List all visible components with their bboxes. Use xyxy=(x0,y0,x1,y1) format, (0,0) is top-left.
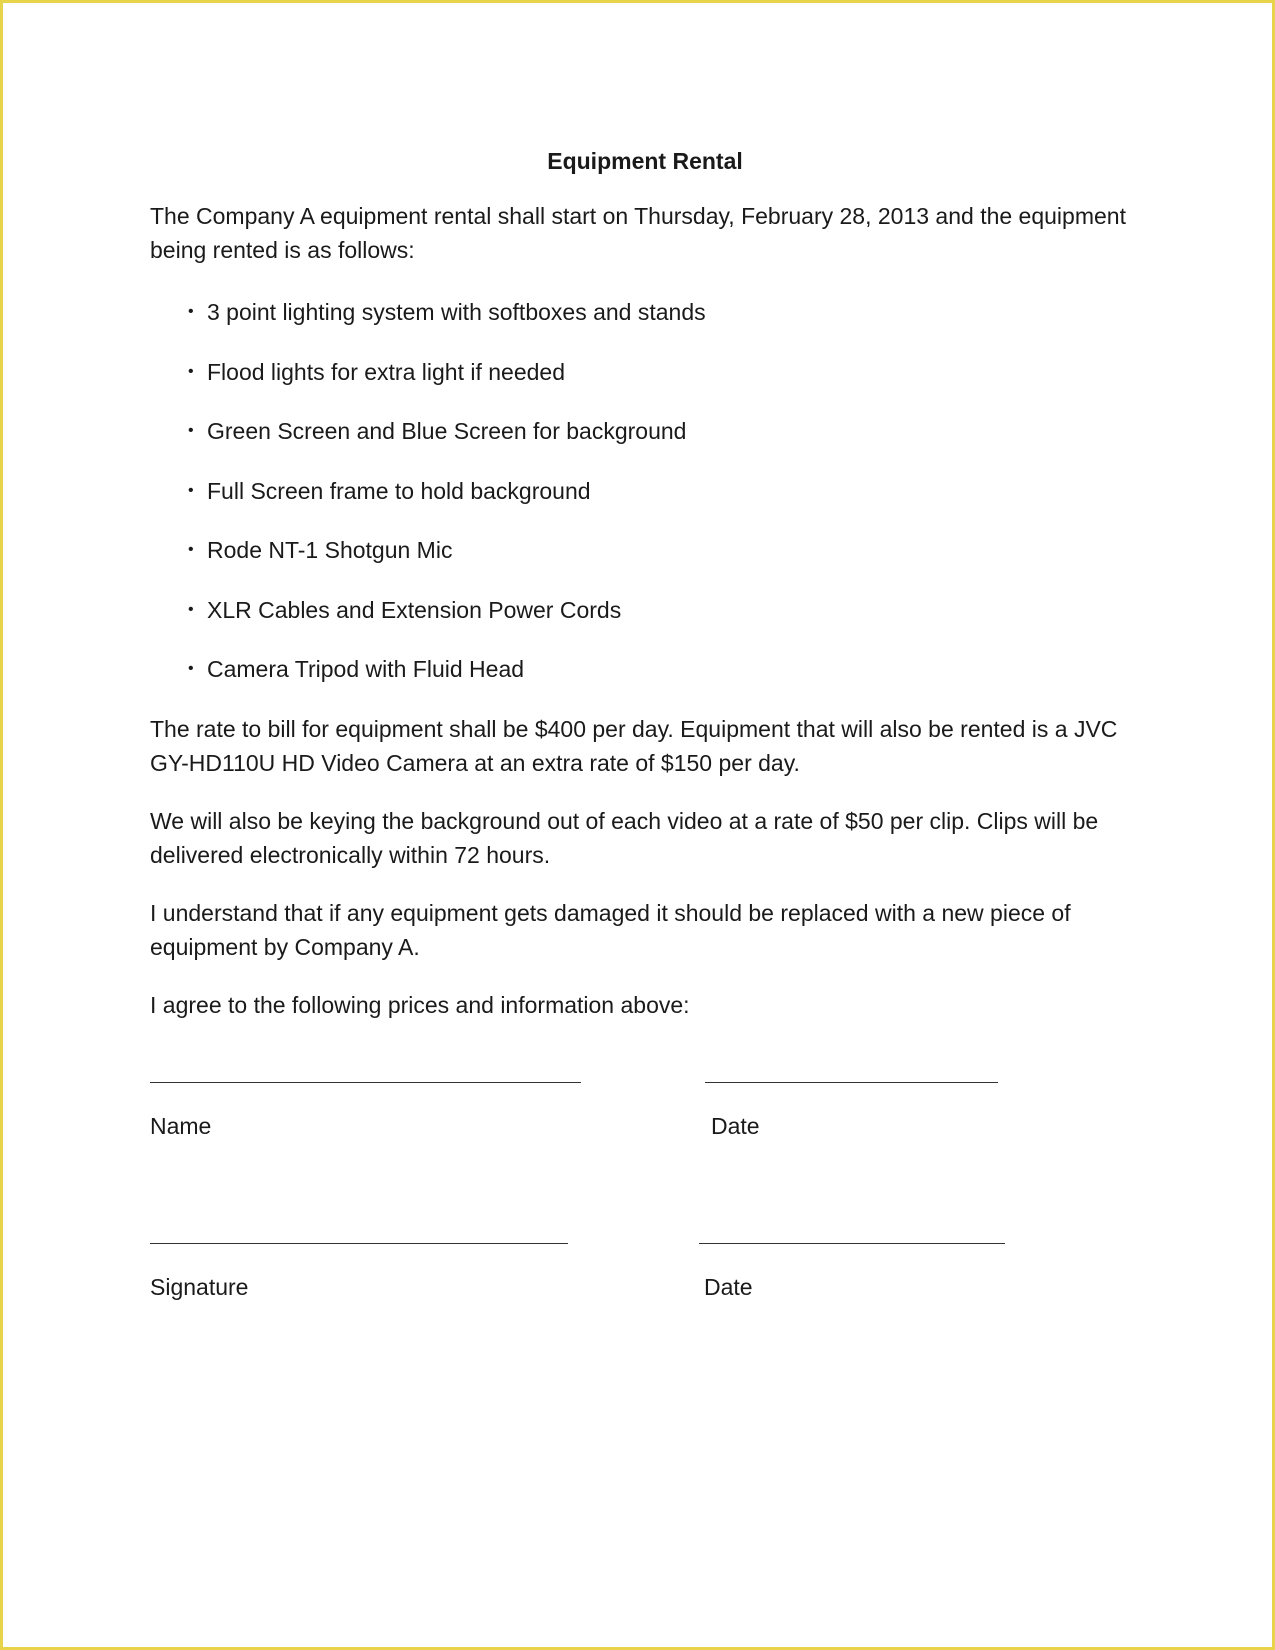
equipment-list xyxy=(150,295,1140,686)
bullet-icon: • xyxy=(188,422,194,439)
keying-paragraph: We will also be keying the background out of each video at a rate of $50 per clip. Clips will be delivered electronically within 72 hours. xyxy=(150,807,1099,868)
list-item xyxy=(150,652,1140,686)
list-item xyxy=(150,474,1140,508)
bullet-icon: • xyxy=(188,660,194,677)
list-item-text: Camera Tripod with Fluid Head xyxy=(207,656,525,682)
list-item-text: XLR Cables and Extension Power Cords xyxy=(207,596,622,623)
intro-paragraph: The Company A equipment rental shall start on Thursday, February 28, 2013 and the equipment being rented is as follows: xyxy=(150,203,1126,263)
list-item-text: 3 point lighting system with softboxes and stands xyxy=(207,299,706,325)
list-item-text: Full Screen frame to hold background xyxy=(207,477,591,504)
bullet-icon: • xyxy=(188,541,194,558)
signature-field[interactable] xyxy=(150,1243,568,1244)
damage-paragraph: I understand that if any equipment gets damaged it should be replaced with a new piece of equipment by Company A. xyxy=(150,899,1071,960)
list-item xyxy=(150,355,1140,389)
bullet-icon: • xyxy=(188,481,194,499)
document-title: Equipment Rental xyxy=(547,148,743,174)
date-label-2: Date xyxy=(704,1274,753,1300)
agree-paragraph: I agree to the following prices and information above: xyxy=(150,991,690,1018)
list-item-text: Rode NT-1 Shotgun Mic xyxy=(207,537,453,563)
document-body xyxy=(150,148,1140,1022)
date-label-1: Date xyxy=(711,1113,760,1139)
date-field-1[interactable] xyxy=(705,1082,998,1083)
name-field[interactable] xyxy=(150,1082,581,1083)
list-item xyxy=(150,533,1140,567)
list-item xyxy=(150,295,1140,329)
bullet-icon: • xyxy=(188,600,194,618)
bullet-icon: • xyxy=(188,303,194,320)
list-item xyxy=(150,414,1140,448)
signature-label: Signature xyxy=(150,1274,249,1300)
bullet-icon: • xyxy=(188,362,194,380)
rate-paragraph: The rate to bill for equipment shall be $400 per day. Equipment that will also be rented is a JVC GY-HD110U HD Video Camera at an extra rate of $150 per day. xyxy=(150,715,1118,776)
name-label: Name xyxy=(150,1113,212,1139)
list-item-text: Flood lights for extra light if needed xyxy=(207,358,565,385)
date-field-2[interactable] xyxy=(699,1243,1005,1244)
list-item xyxy=(150,593,1140,627)
list-item-text: Green Screen and Blue Screen for background xyxy=(207,418,687,444)
